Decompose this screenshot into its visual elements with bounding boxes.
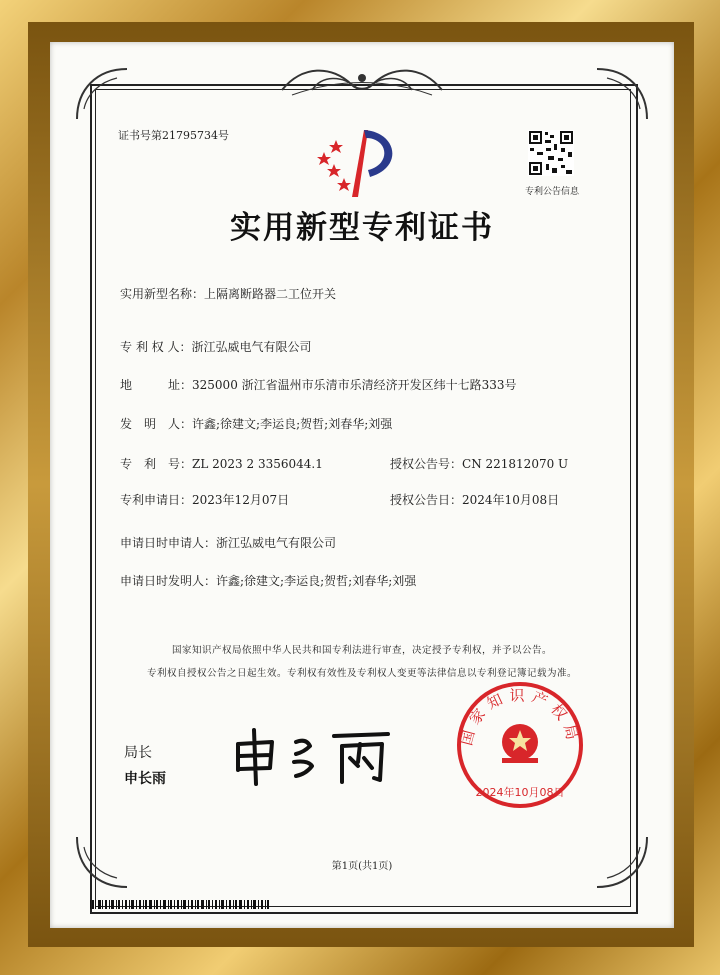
qr-code-icon — [528, 130, 574, 176]
field-value: 2023年12月07日 — [192, 493, 290, 507]
field-patent-holder — [120, 338, 311, 355]
seal-date: 2024年10月08日 — [475, 786, 565, 799]
field-label: 专 利 号： — [120, 457, 193, 471]
page-number: 第1页(共1页) — [331, 861, 393, 872]
field-value: 上隔离断路器二工位开关 — [204, 287, 337, 301]
field-label: 申请日时申请人： — [120, 536, 217, 550]
corner-ornament-top-left — [72, 64, 132, 124]
field-label: 授权公告号： — [390, 457, 463, 471]
field-label: 授权公告日： — [390, 493, 463, 507]
director-name: 申长雨 — [124, 771, 166, 787]
field-applicant-on-date — [120, 534, 336, 551]
notice-line-1: 国家知识产权局依照中华人民共和国专利法进行审查，决定授予专利权，并予以公告。 — [171, 645, 552, 656]
field-label: 申请日时发明人： — [120, 574, 217, 588]
director-title: 局长 — [124, 745, 152, 761]
field-patent-number — [120, 455, 323, 472]
barcode-icon — [90, 900, 270, 909]
field-value: CN 221812070 U — [462, 457, 569, 471]
certificate-title: 实用新型专利证书 — [230, 210, 494, 246]
field-label: 实用新型名称： — [120, 287, 205, 301]
signature-icon — [230, 722, 400, 792]
top-ornament — [272, 60, 452, 100]
field-value: 2024年10月08日 — [462, 493, 560, 507]
field-label: 发 明 人： — [120, 417, 193, 431]
field-inventor — [120, 415, 392, 432]
field-inventor-on-date — [120, 572, 416, 589]
field-label: 地 址： — [120, 378, 193, 392]
field-value: 许鑫;徐建文;李运良;贺哲;刘春华;刘强 — [192, 417, 393, 431]
cnipa-logo-icon — [312, 122, 408, 202]
field-utility-model-name — [120, 285, 336, 302]
field-value: 325000 浙江省温州市乐清市乐清经济开发区纬十七路333号 — [192, 378, 517, 392]
field-application-date — [120, 491, 289, 508]
field-value: 浙江弘威电气有限公司 — [191, 340, 312, 354]
field-grant-number — [390, 455, 568, 472]
qr-caption: 专利公告信息 — [524, 187, 579, 197]
notice-line-2: 专利权自授权公告之日起生效。专利权有效性及专利权人变更等法律信息以专利登记簿记载为准。 — [146, 668, 577, 679]
field-value: 浙江弘威电气有限公司 — [216, 536, 337, 550]
field-value: 许鑫;徐建文;李运良;贺哲;刘春华;刘强 — [216, 574, 417, 588]
field-label: 专利申请日： — [120, 493, 193, 507]
svg-text:国家知识产权局: 国家知识产权局 — [457, 686, 583, 748]
certificate-paper — [50, 42, 674, 928]
field-label: 专 利 权 人： — [120, 340, 192, 354]
corner-ornament-top-right — [592, 64, 652, 124]
field-grant-date — [390, 491, 559, 508]
official-seal-icon — [455, 680, 585, 810]
field-value: ZL 2023 2 3356044.1 — [192, 457, 323, 471]
field-address — [120, 376, 517, 393]
certificate-number: 证书号第21795734号 — [118, 129, 229, 142]
